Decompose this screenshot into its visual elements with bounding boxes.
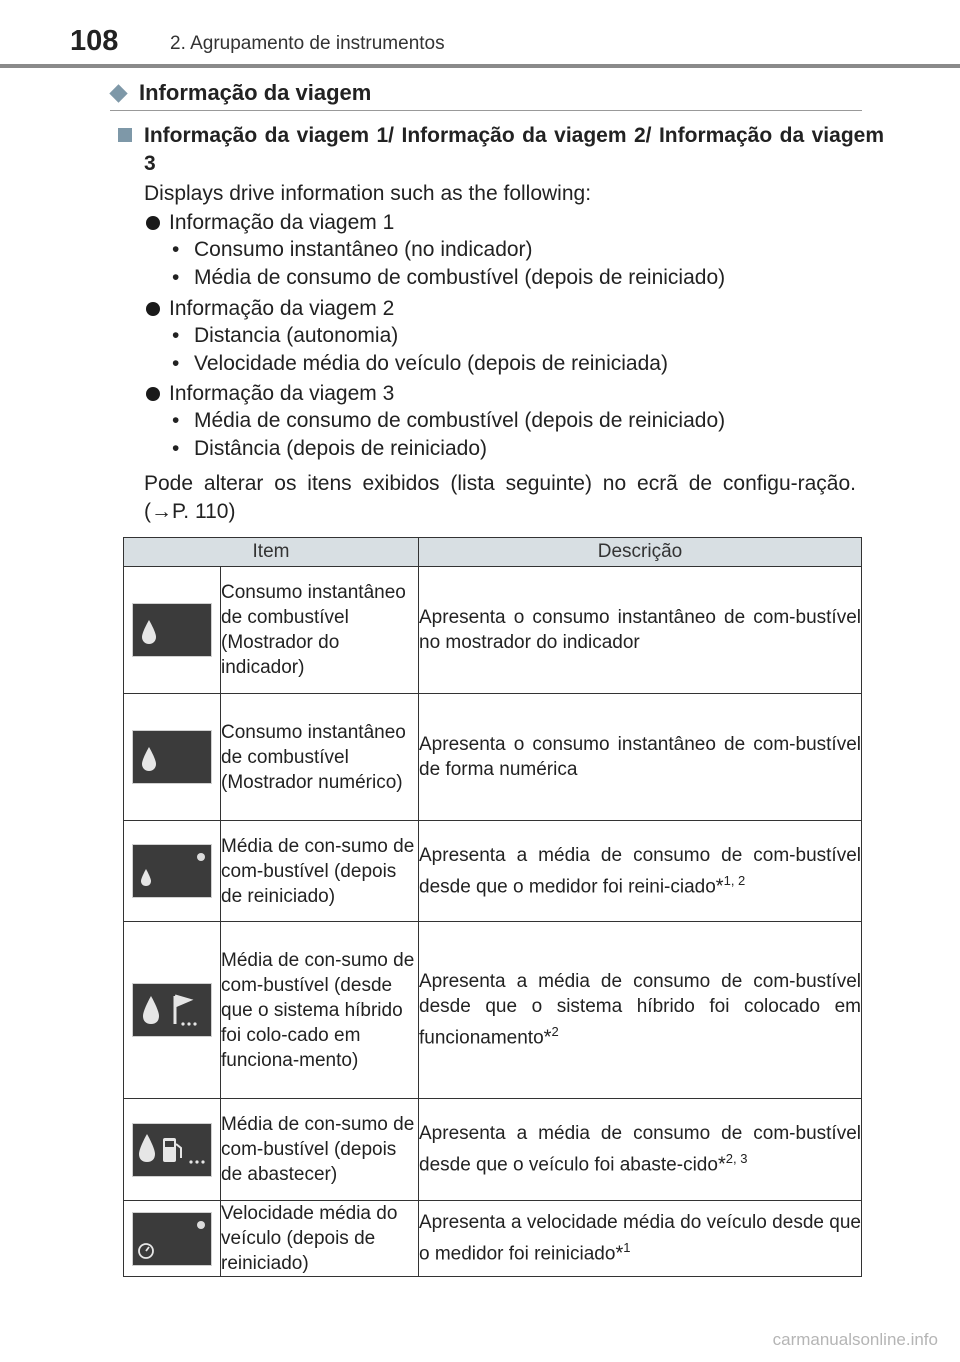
- table-row: [124, 567, 862, 694]
- group-1-heading: [146, 211, 394, 235]
- fuel-drop-icon: [132, 730, 212, 784]
- item-description: Apresenta o consumo instantâneo de com-bustível de forma numérica: [419, 734, 861, 780]
- header-divider: [0, 64, 960, 68]
- subsection-title: Informação da viagem 1/ Informação da viagem 2/ Informação da viagem 3: [144, 124, 884, 175]
- table-header-row: [124, 538, 862, 567]
- item-description: Apresenta a média de consumo de com-bustível desde que o veículo foi abaste-cido: [419, 1123, 861, 1176]
- round-bullet-icon: [146, 387, 160, 401]
- list-item: • Consumo instantâneo (no indicador): [172, 238, 533, 261]
- fuel-drop-flag-icon: [132, 983, 212, 1037]
- item-description: Apresenta a média de consumo de com-bustível desde que o sistema híbrido foi colocado em funcionamento: [419, 971, 861, 1049]
- trip-info-table: [123, 537, 862, 1277]
- column-header-description: Descrição: [419, 538, 862, 567]
- page-number: 108: [70, 25, 119, 57]
- list-item: • Distância (depois de reiniciado): [172, 437, 487, 460]
- table-row: Média de con-sumo de com-bustível (depois de abastecer) Apresenta a média de consumo de com-bustível desde que o veículo foi abaste-cido*$^{2, 3}$: [124, 1099, 862, 1201]
- table-row: Média de con-sumo de com-bustível (depois de reiniciado) Apresenta a média de consumo de com-bustível desde que o medidor foi reini-ciado*$^{1, 2}$: [124, 821, 862, 922]
- item-description: Apresenta a velocidade média do veículo desde que o medidor foi reiniciado: [419, 1212, 861, 1265]
- item-description: Apresenta o consumo instantâneo de com-bustível no mostrador do indicador: [419, 607, 861, 653]
- column-header-item: Item: [124, 538, 419, 567]
- group-label: Informação da viagem 1: [169, 211, 395, 234]
- intro-text: Displays drive information such as the following:: [144, 182, 592, 205]
- footnote-ref: 2, 3: [725, 1151, 748, 1167]
- fuel-drop-icon: [132, 603, 212, 657]
- list-item: • Distancia (autonomia): [172, 324, 399, 347]
- footnote-ref: 1: [623, 1240, 631, 1256]
- item-name: Velocidade média do veículo (depois de reiniciado): [221, 1201, 419, 1277]
- section-title: Informação da viagem: [139, 80, 372, 105]
- list-item: • Média de consumo de combustível (depois de reiniciado): [172, 409, 726, 432]
- section-divider: [110, 110, 862, 111]
- list-item: • Velocidade média do veículo (depois de reiniciada): [172, 352, 668, 375]
- item-name: Média de con-sumo de com-bustível (desde que o sistema híbrido foi colo-cado em funciona-mento): [221, 922, 419, 1099]
- subsection-heading: [118, 122, 884, 178]
- speedometer-reset-icon: [132, 1212, 212, 1266]
- watermark: carmanualsonline.info: [772, 1330, 938, 1349]
- item-name: Média de con-sumo de com-bustível (depois de abastecer): [221, 1099, 419, 1201]
- group-label: Informação da viagem 2: [169, 297, 395, 320]
- square-bullet-icon: [118, 128, 132, 142]
- group-label: Informação da viagem 3: [169, 382, 395, 405]
- fuel-drop-reset-icon: [132, 844, 212, 898]
- chapter-title: 2. Agrupamento de instrumentos: [170, 33, 445, 54]
- table-row: Média de con-sumo de com-bustível (desde que o sistema híbrido foi colo-cado em funciona-mento) Apresenta a média de consumo de com-bustível desde que o sistema híbrido foi colocado em funcionamento*$^2$: [124, 922, 862, 1099]
- section-heading: [110, 80, 371, 106]
- settings-note: Pode alterar os itens exibidos (lista seguinte) no ecrã de configu-ração. (→P. 110): [144, 472, 856, 523]
- fuel-drop-pump-icon: [132, 1123, 212, 1177]
- round-bullet-icon: [146, 216, 160, 230]
- item-name: Consumo instantâneo de combustível (Mostrador do indicador): [221, 567, 419, 694]
- group-2-heading: [146, 297, 394, 321]
- footnote-ref: 1, 2: [723, 872, 746, 888]
- diamond-bullet-icon: [109, 84, 127, 102]
- group-3-heading: [146, 382, 394, 406]
- table-row: Velocidade média do veículo (depois de reiniciado) Apresenta a velocidade média do veículo desde que o medidor foi reiniciado*$^1$: [124, 1201, 862, 1277]
- item-description: Apresenta a média de consumo de com-bustível desde que o medidor foi reini-ciado: [419, 844, 861, 898]
- list-item: • Média de consumo de combustível (depois de reiniciado): [172, 266, 726, 289]
- item-name: Média de con-sumo de com-bustível (depois de reiniciado): [221, 821, 419, 922]
- footnote-ref: 2: [551, 1024, 559, 1040]
- table-row: [124, 694, 862, 821]
- item-name: Consumo instantâneo de combustível (Mostrador numérico): [221, 694, 419, 821]
- round-bullet-icon: [146, 302, 160, 316]
